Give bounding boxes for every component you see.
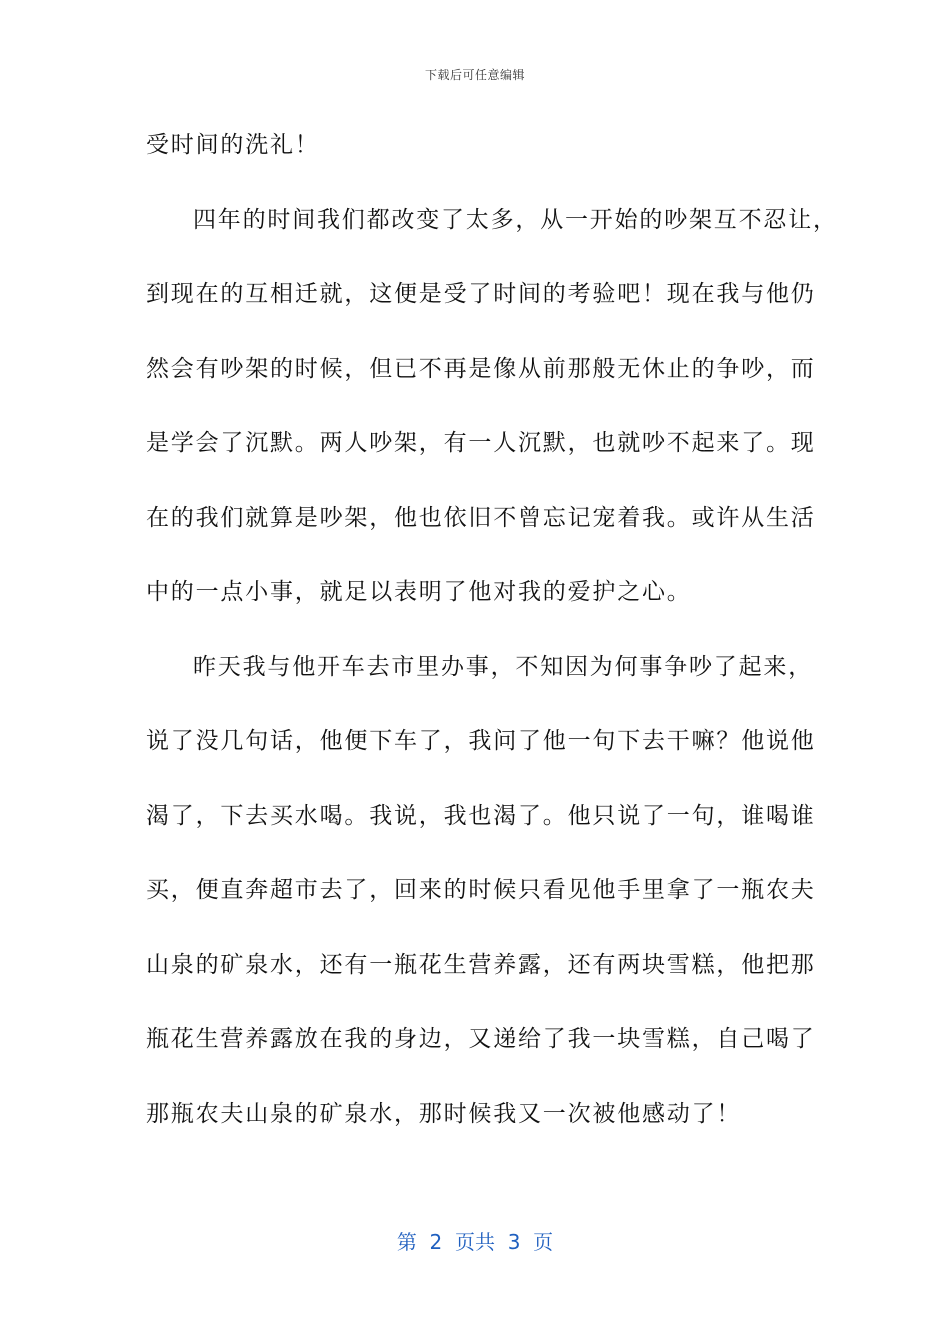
text-line: 买，便直奔超市去了，回来的时候只看见他手里拿了一瓶农夫 xyxy=(146,877,816,903)
text-line: 到现在的互相迁就，这便是受了时间的考验吧！现在我与他仍 xyxy=(146,281,816,307)
text-line: 中的一点小事，就足以表明了他对我的爱护之心。 xyxy=(146,579,692,605)
document-body xyxy=(146,125,838,1168)
text-line: 那瓶农夫山泉的矿泉水，那时候我又一次被他感动了！ xyxy=(146,1100,742,1127)
text-line: 山泉的矿泉水，还有一瓶花生营养露，还有两块雪糕，他把那 xyxy=(146,951,816,978)
text-line: 四年的时间我们都改变了太多，从一开始的吵架互不忍让， xyxy=(193,206,838,233)
text-line: 瓶花生营养露放在我的身边，又递给了我一块雪糕，自己喝了 xyxy=(146,1026,816,1052)
text-line: 渴了，下去买水喝。我说，我也渴了。他只说了一句，谁喝谁 xyxy=(146,802,816,829)
page-number-footer: 第 2 页共 3 页 xyxy=(396,1230,554,1254)
page-header: 下载后可任意编辑 xyxy=(424,68,525,82)
text-line: 在的我们就算是吵架，他也依旧不曾忘记宠着我。或许从生活 xyxy=(146,504,816,531)
text-line: 是学会了沉默。两人吵架，有一人沉默，也就吵不起来了。现 xyxy=(146,430,816,456)
text-line: 受时间的洗礼！ xyxy=(146,132,320,158)
text-line: 昨天我与他开车去市里办事，不知因为何事争吵了起来， xyxy=(193,653,813,680)
text-line: 然会有吵架的时候，但已不再是像从前那般无休止的争吵，而 xyxy=(146,355,816,382)
text-line: 说了没几句话，他便下车了，我问了他一句下去干嘛？他说他 xyxy=(146,728,816,754)
